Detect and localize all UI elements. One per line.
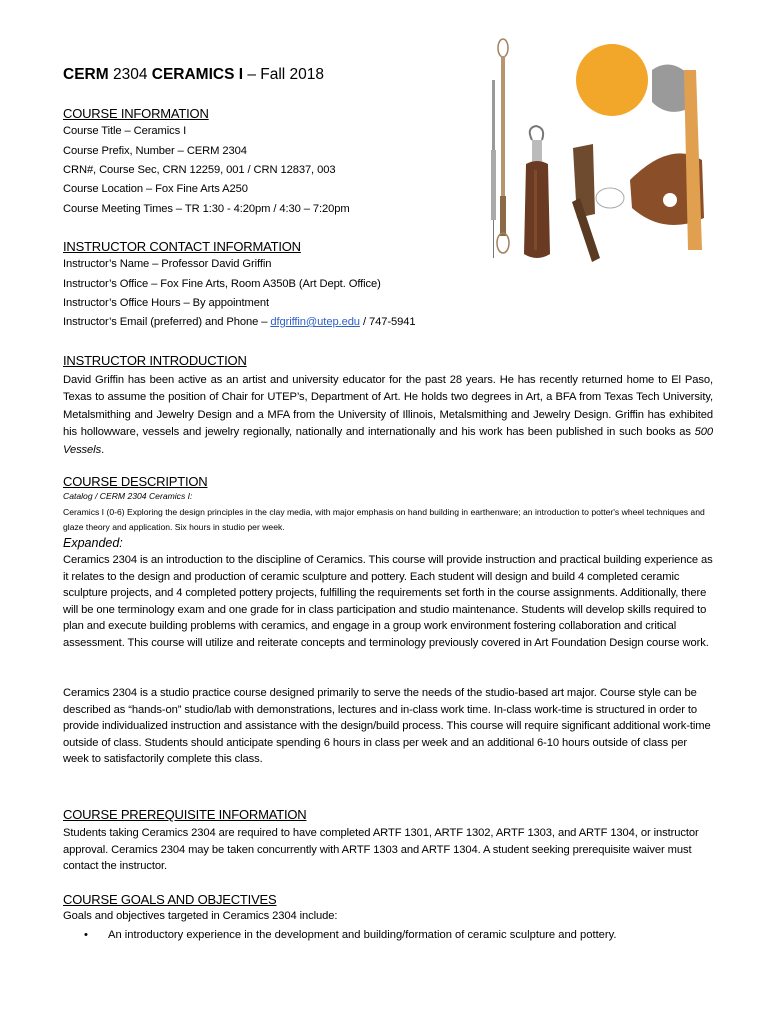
wood-handle-tool-icon [524, 126, 550, 258]
catalog-label: Catalog / CERM 2304 Ceramics I: [63, 491, 193, 501]
description-paragraph-2: Ceramics 2304 is a studio practice course designed primarily to serve the needs of the studio-based art major. Course style can be described as “hands-on” studio/lab with demonstrations, lectures and in-class work time. In-class work-time is structured in order to provide individualized instruction and assistance with the design/build process. This course will require significant additional work-time outside of class. Students should anticipate spending 6 hours in class per week and an additional 6-10 hours outside of class per week to satisfactorily complete this class. [63, 687, 711, 766]
email-phone-line: Instructor’s Email (preferred) and Phone – dfgriffin@utep.edu / 747-5941 [63, 316, 416, 328]
page-title: CERM 2304 CERAMICS I – Fall 2018 [63, 66, 325, 83]
ceramics-tools-image [470, 30, 720, 270]
prerequisite-heading: COURSE PREREQUISITE INFORMATION [63, 807, 307, 822]
email-link[interactable]: dfgriffin@utep.edu [270, 316, 360, 328]
scraper-icon [572, 144, 624, 262]
course-information-heading: COURSE INFORMATION [63, 106, 209, 121]
loop-tool-icon [497, 39, 509, 253]
course-title-line: Course Title – Ceramics I [63, 125, 187, 137]
meeting-times-line: Course Meeting Times – TR 1:30 - 4:20pm / 4:30 – 7:20pm [63, 203, 350, 215]
expanded-label: Expanded: [63, 536, 123, 550]
goals-heading: COURSE GOALS AND OBJECTIVES [63, 892, 277, 907]
bullet-icon: • [84, 929, 88, 941]
prerequisite-text: Students taking Ceramics 2304 are required to have completed ARTF 1301, ARTF 1302, ARTF 1303, and ARTF 1304, or instructor approval. Ceramics 2304 may be taken concurrently with ARTF 1303 and ARTF 1304. A student seeking prerequisite waiver must contact the instructor. [63, 827, 699, 873]
office-hours-line: Instructor’s Office Hours – By appointment [63, 297, 269, 309]
catalog-text: Ceramics I (0-6) Exploring the design principles in the clay media, with major emphasis on hand building in earthenware; an introduction to potter's wheel techniques and glaze theory and application. Six hours in studio per week. [63, 507, 705, 532]
course-location-line: Course Location – Fox Fine Arts A250 [63, 183, 248, 195]
instructor-office-line: Instructor’s Office – Fox Fine Arts, Room A350B (Art Dept. Office) [63, 278, 381, 290]
course-description-heading: COURSE DESCRIPTION [63, 474, 208, 489]
goals-intro: Goals and objectives targeted in Ceramics 2304 include: [63, 910, 338, 922]
instructor-intro-text: David Griffin has been active as an artist and university educator for the past 28 years. He has recently returned home to El Paso, Texas to assume the position of Chair for UTEP’s, Department of Art. He holds two degrees in Art, a BFA from Texas Tech University, Metalsmithing and Jewelry Design and a MFA from the University of Illinois, Metalsmithing and Jewelry Design. Griffin has exhibited his hollowware, vessels and jewelry regionally, nationally and internationally and his work has been published in such books as 500 Vessels. [63, 374, 713, 456]
needle-tool-icon [491, 80, 496, 258]
course-prefix-line: Course Prefix, Number – CERM 2304 [63, 145, 247, 157]
crn-line: CRN#, Course Sec, CRN 12259, 001 / CRN 12837, 003 [63, 164, 336, 176]
description-paragraph-1: Ceramics 2304 is an introduction to the discipline of Ceramics. This course will provide instruction and practical building experience as it relates to the design and production of ceramic sculpture and pottery. Each student will design and build 4 completed ceramic sculpture projects, and 4 completed pottery projects, fulfilling the requirements set forth in the course assignments. Additionally, there will be one terminology exam and one grade for in class participation and studio maintenance. Students will develop skills required to plan and execute building problems with ceramics, and engage in a group work environment fostering collaboration and critical assessment. This course will utilize and reiterate concepts and terminology previously covered in Art Foundation Design course work. [63, 554, 713, 649]
instructor-contact-heading: INSTRUCTOR CONTACT INFORMATION [63, 239, 301, 254]
instructor-intro-heading: INSTRUCTOR INTRODUCTION [63, 353, 247, 368]
instructor-name-line: Instructor’s Name – Professor David Griffin [63, 258, 272, 270]
sponge-icon [576, 44, 648, 116]
goal-item: An introductory experience in the development and building/formation of ceramic sculpture and pottery. [108, 929, 617, 941]
